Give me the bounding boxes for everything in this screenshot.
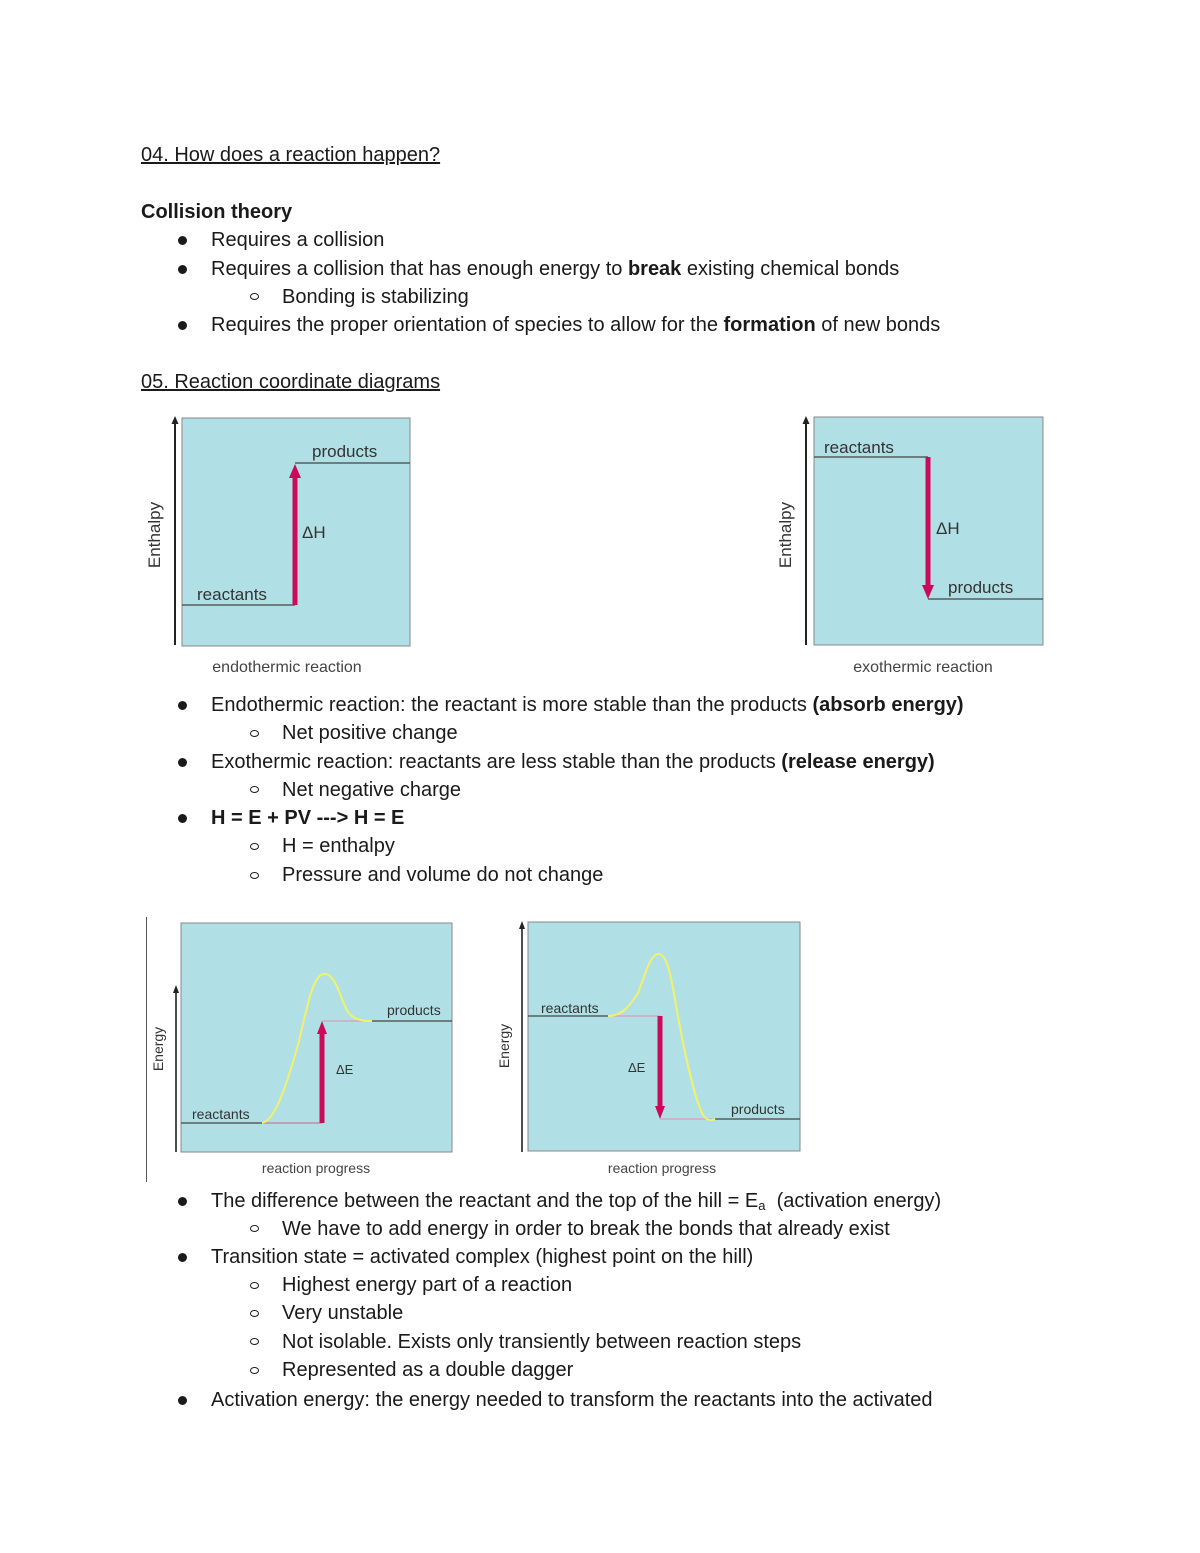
exothermic-energy-diagram <box>495 915 815 1185</box>
bullet-icon <box>178 1253 187 1262</box>
text-span: (activation energy) <box>765 1190 942 1212</box>
sub-list-item: Represented as a double dagger <box>282 1359 574 1381</box>
text-span: Requires the proper orientation of species to allow for the <box>211 314 724 336</box>
text-span: of new bonds <box>815 314 941 336</box>
sub-bullet-icon <box>250 730 259 737</box>
divider-line <box>146 917 147 1182</box>
text-span: Exothermic reaction: reactants are less stable than the products <box>211 751 782 773</box>
products-label: products <box>948 578 1014 597</box>
sub-list-item: Bonding is stabilizing <box>282 286 469 308</box>
reactants-label: reactants <box>192 1106 250 1122</box>
caption: reaction progress <box>261 1160 371 1176</box>
delta-e-label: ΔE <box>336 1062 354 1077</box>
list-item <box>211 1189 941 1218</box>
caption: reaction progress <box>607 1160 717 1176</box>
text-span: Endothermic reaction: the reactant is more stable than the products <box>211 694 813 716</box>
sub-bullet-icon <box>250 1367 259 1374</box>
list-item: Requires a collision <box>211 229 385 251</box>
text-span: Requires a collision that has enough energy to <box>211 258 628 280</box>
y-axis-label: Energy <box>496 1023 512 1069</box>
sub-list-item: Net positive change <box>282 722 458 744</box>
products-label: products <box>731 1101 785 1117</box>
text-span: existing chemical bonds <box>681 258 900 280</box>
caption: endothermic reaction <box>212 659 362 676</box>
bullet-icon <box>178 701 187 710</box>
bullet-icon <box>178 236 187 245</box>
y-axis-arrowhead-icon <box>803 416 810 424</box>
y-axis-label: Energy <box>150 1026 166 1072</box>
products-label: products <box>387 1002 441 1018</box>
sub-bullet-icon <box>250 1282 259 1289</box>
reactants-label: reactants <box>541 1000 599 1016</box>
sub-list-item: H = enthalpy <box>282 835 395 857</box>
sub-bullet-icon <box>250 1310 259 1317</box>
list-item <box>211 313 940 337</box>
bullet-icon <box>178 1197 187 1206</box>
reactants-label: reactants <box>824 438 894 457</box>
y-axis-arrowhead-icon <box>173 985 179 993</box>
bullet-icon <box>178 758 187 767</box>
bullet-icon <box>178 321 187 330</box>
list-item <box>211 750 935 774</box>
section-heading-04: 04. How does a reaction happen? <box>141 144 441 166</box>
sub-bullet-icon <box>250 293 259 300</box>
sub-list-item: Not isolable. Exists only transiently between reaction steps <box>282 1331 802 1353</box>
sub-bullet-icon <box>250 872 259 879</box>
text-span: The difference between the reactant and the top of the hill = E <box>211 1190 759 1212</box>
exothermic-enthalpy-diagram <box>770 410 1060 685</box>
list-item <box>211 257 899 281</box>
section-heading-05: 05. Reaction coordinate diagrams <box>141 371 441 393</box>
y-axis-arrowhead-icon <box>519 921 525 929</box>
list-item: H = E + PV ---> H = E <box>211 807 405 829</box>
sub-list-item: We have to add energy in order to break the bonds that already exist <box>282 1218 890 1240</box>
sub-bullet-icon <box>250 786 259 793</box>
bold-text: break <box>627 258 682 280</box>
delta-e-label: ΔE <box>628 1060 646 1075</box>
sub-list-item: Very unstable <box>282 1302 404 1324</box>
endothermic-enthalpy-diagram <box>140 410 430 685</box>
sub-list-item: Highest energy part of a reaction <box>282 1274 573 1296</box>
collision-theory-heading: Collision theory <box>141 201 293 223</box>
list-item: Activation energy: the energy needed to transform the reactants into the activated <box>211 1389 933 1411</box>
bullet-icon <box>178 1396 187 1405</box>
bullet-icon <box>178 265 187 274</box>
sub-list-item: Pressure and volume do not change <box>282 864 604 886</box>
products-label: products <box>312 442 378 461</box>
y-axis-label: Enthalpy <box>145 501 164 569</box>
sub-bullet-icon <box>250 843 259 850</box>
sub-bullet-icon <box>250 1338 259 1345</box>
delta-h-label: ΔH <box>302 523 326 542</box>
y-axis-label: Enthalpy <box>776 501 795 569</box>
sub-bullet-icon <box>250 1225 259 1232</box>
bullet-icon <box>178 814 187 823</box>
y-axis-arrowhead-icon <box>172 416 179 424</box>
subscript-text: a <box>758 1198 766 1213</box>
reactants-label: reactants <box>197 585 267 604</box>
list-item: Transition state = activated complex (highest point on the hill) <box>211 1246 754 1268</box>
endothermic-energy-diagram <box>150 915 470 1185</box>
bold-text: formation <box>723 314 816 336</box>
bold-text: (absorb energy) <box>812 694 964 716</box>
delta-h-label: ΔH <box>936 519 960 538</box>
caption: exothermic reaction <box>853 659 993 676</box>
bold-text: (release energy) <box>781 751 935 773</box>
list-item <box>211 693 964 717</box>
sub-list-item: Net negative charge <box>282 779 462 801</box>
